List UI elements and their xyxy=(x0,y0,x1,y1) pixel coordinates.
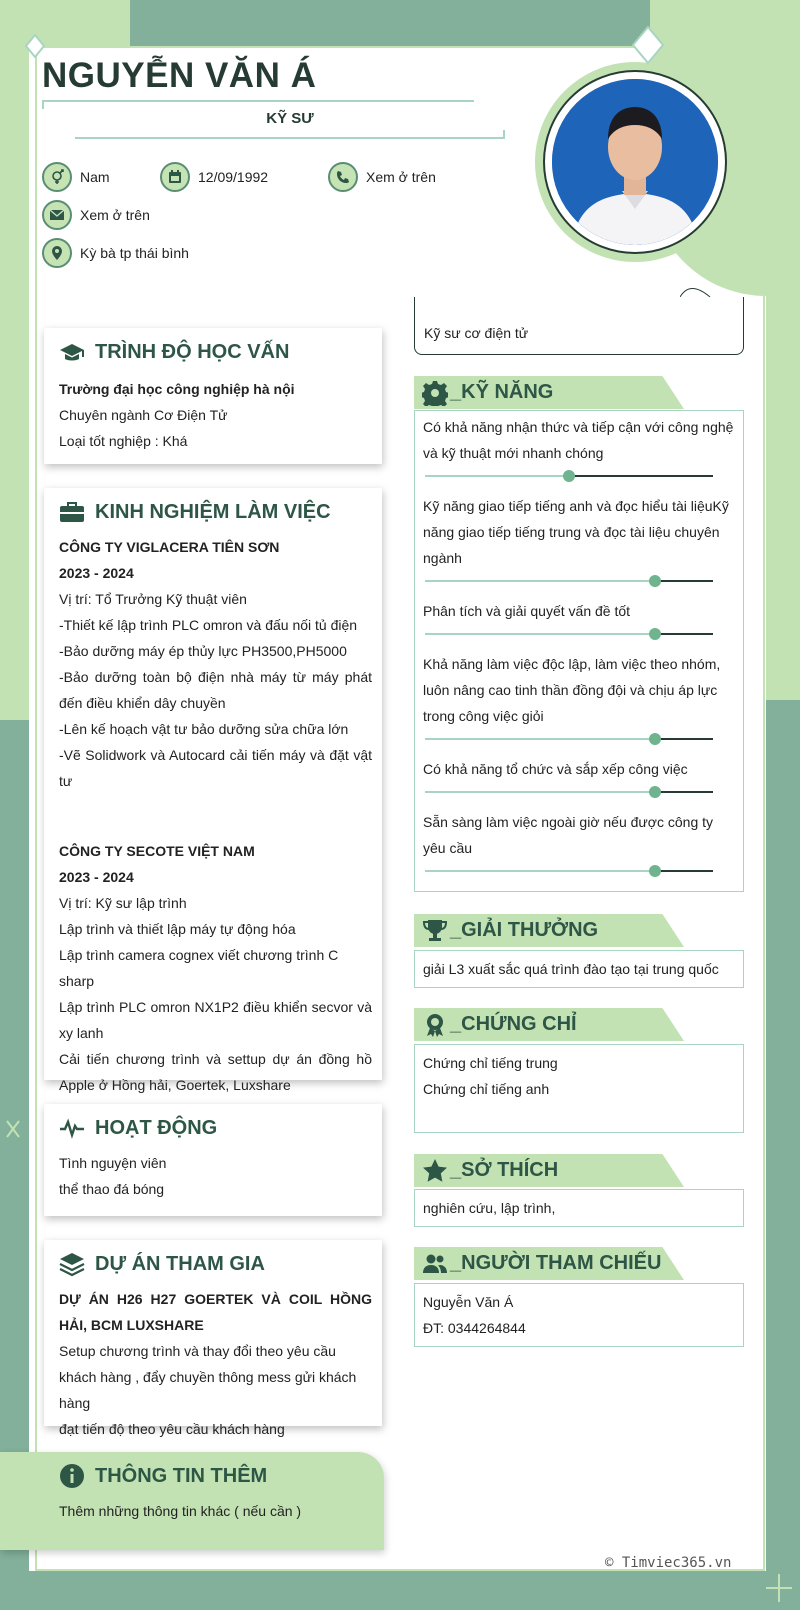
awards-header: _GIẢI THƯỞNG xyxy=(414,914,684,947)
title-underline-tick xyxy=(503,130,505,139)
contact-phone xyxy=(328,162,436,192)
certificates-header: _CHỨNG CHỈ xyxy=(414,1008,684,1041)
skill-bar xyxy=(425,580,713,582)
job-period: 2023 - 2024 xyxy=(59,565,134,581)
job-period: 2023 - 2024 xyxy=(59,869,134,885)
location-icon xyxy=(42,238,72,268)
activity-item: Tình nguyện viên xyxy=(59,1155,167,1171)
skill-text: Phân tích và giải quyết vấn đề tốt xyxy=(423,603,631,619)
pulse-icon xyxy=(59,1115,85,1141)
candidate-name: NGUYỄN VĂN Á xyxy=(42,56,317,95)
skill-bar xyxy=(425,870,713,872)
project-line: Setup chương trình và thay đổi theo yêu cầu khách hàng , đẩy chuyền thông mess gửi khách hàng xyxy=(59,1343,357,1411)
calendar-icon xyxy=(160,162,190,192)
job-line: Vị trí: Kỹ sư lập trình xyxy=(59,895,187,911)
job-title: KỸ SƯ xyxy=(266,110,314,127)
job-company: CÔNG TY VIGLACERA TIÊN SƠN xyxy=(59,539,280,555)
job-line: -Bảo dưỡng toàn bộ điện nhà máy từ máy phát đến điều khiển dây chuyền xyxy=(59,669,372,711)
job-line: -Bảo dưỡng máy ép thủy lực PH3500,PH5000 xyxy=(59,643,347,659)
info-icon xyxy=(59,1463,85,1489)
job-line: -Vẽ Solidwork và Autocard cải tiến máy và đặt vật tư xyxy=(59,747,372,789)
certificate-item: Chứng chỉ tiếng trung xyxy=(423,1055,558,1071)
skill-bar xyxy=(425,791,713,793)
awards-box xyxy=(414,950,744,988)
gender-icon xyxy=(42,162,72,192)
experience-title: KINH NGHIỆM LÀM VIỆC xyxy=(59,494,372,530)
bg-bottom-band xyxy=(0,1571,800,1610)
skill-bar xyxy=(425,633,713,635)
objective-text: Kỹ sư cơ điện tử xyxy=(424,325,529,341)
trophy-icon xyxy=(422,918,448,944)
diamond-decoration-icon xyxy=(631,26,665,64)
name-underline xyxy=(42,100,474,102)
medal-icon xyxy=(422,1012,448,1038)
contact-address xyxy=(42,238,189,268)
skill-bar xyxy=(425,738,713,740)
references-box xyxy=(414,1283,744,1347)
skill-bar xyxy=(425,475,713,477)
address-value: Kỳ bà tp thái bình xyxy=(80,245,189,261)
cross-decoration-icon xyxy=(6,1120,20,1138)
bubble-tail xyxy=(680,284,730,298)
reference-name: Nguyễn Văn Á xyxy=(423,1294,514,1310)
layers-icon xyxy=(59,1251,85,1277)
job-line: Lập trình và thiết lập máy tự động hóa xyxy=(59,921,296,937)
skill-text: Có khả năng tổ chức và sắp xếp công việc xyxy=(423,761,688,777)
activities-title: HOẠT ĐỘNG xyxy=(59,1110,372,1146)
projects-title: DỰ ÁN THAM GIA xyxy=(59,1246,372,1282)
award-text: giải L3 xuất sắc quá trình đào tạo tại trung quốc xyxy=(423,961,719,977)
job-line: -Thiết kế lập trình PLC omron và đấu nối tủ điện xyxy=(59,617,358,633)
skill-text: Có khả năng nhận thức và tiếp cận với công nghệ và kỹ thuật mới nhanh chóng xyxy=(423,419,734,461)
education-major: Chuyên ngành Cơ Điện Tử xyxy=(59,407,228,423)
skills-box xyxy=(414,410,744,892)
project-line: đạt tiến độ theo yêu cầu khách hàng xyxy=(59,1421,285,1437)
education-grade: Loại tốt nghiệp : Khá xyxy=(59,433,188,449)
extra-text: Thêm những thông tin khác ( nếu cần ) xyxy=(59,1503,302,1519)
job-line: Lập trình PLC omron NX1P2 điều khiển secvor và xy lanh xyxy=(59,999,372,1041)
job-line: Cải tiến chương trình và settup dự án đồng hồ Apple ở Hồng hải, Goertek, Luxshare xyxy=(59,1051,372,1093)
skill-text: Khả năng làm việc độc lập, làm việc theo nhóm, luôn nâng cao tinh thần đồng đội và chịu áp lực trong công việc giỏi xyxy=(423,656,721,724)
birthday-value: 12/09/1992 xyxy=(198,169,269,185)
projects-card xyxy=(44,1240,382,1437)
users-icon xyxy=(422,1251,448,1277)
references-header: _NGƯỜI THAM CHIẾU xyxy=(414,1247,684,1280)
extra-title: THÔNG TIN THÊM xyxy=(59,1458,374,1494)
skills-header: _KỸ NĂNG xyxy=(414,376,684,409)
education-school: Trường đại học công nghiệp hà nội xyxy=(59,381,295,397)
education-title: TRÌNH ĐỘ HỌC VẤN xyxy=(59,334,372,370)
mail-icon xyxy=(42,200,72,230)
graduation-cap-icon xyxy=(59,339,85,365)
avatar xyxy=(552,79,718,245)
bg-right-band xyxy=(766,700,800,1610)
contact-gender xyxy=(42,162,110,192)
reference-phone: ĐT: 0344264844 xyxy=(423,1320,526,1336)
experience-card xyxy=(44,488,382,1093)
project-name: DỰ ÁN H26 H27 GOERTEK VÀ COIL HỒNG HẢI, BCM LUXSHARE xyxy=(59,1291,372,1333)
education-card xyxy=(44,328,382,464)
job-line: -Lên kế hoạch vật tư bảo dưỡng sửa chữa lớn xyxy=(59,721,349,737)
job-company: CÔNG TY SECOTE VIỆT NAM xyxy=(59,843,255,859)
person-photo-icon xyxy=(552,79,718,245)
skill-text: Kỹ năng giao tiếp tiếng anh và đọc hiểu tài liệuKỹ năng giao tiếp tiếng trung và đọc tài liệu chuyên ngành xyxy=(423,498,729,566)
email-value: Xem ở trên xyxy=(80,207,150,223)
name-underline-tick xyxy=(42,100,44,109)
certificate-item: Chứng chỉ tiếng anh xyxy=(423,1081,550,1097)
briefcase-icon xyxy=(59,499,85,525)
hobbies-text: nghiên cứu, lập trình, xyxy=(423,1200,556,1216)
plus-decoration-icon xyxy=(766,1574,792,1602)
bg-top-band xyxy=(130,0,650,46)
phone-value: Xem ở trên xyxy=(366,169,436,185)
diamond-decoration-icon xyxy=(24,34,46,58)
certificates-box xyxy=(414,1044,744,1133)
phone-icon xyxy=(328,162,358,192)
contact-birthday xyxy=(160,162,268,192)
hobbies-box xyxy=(414,1189,744,1227)
activity-item: thể thao đá bóng xyxy=(59,1181,165,1197)
job-line: Vị trí: Tổ Trưởng Kỹ thuật viên xyxy=(59,591,247,607)
copyright: © Timviec365.vn xyxy=(605,1555,732,1571)
title-underline xyxy=(75,137,505,139)
star-icon xyxy=(422,1158,448,1184)
activities-card xyxy=(44,1104,382,1216)
extra-card xyxy=(0,1452,384,1550)
gear-icon xyxy=(422,380,448,406)
skill-text: Sẵn sàng làm việc ngoài giờ nếu được công ty yêu cầu xyxy=(423,814,714,856)
hobbies-header: _SỞ THÍCH xyxy=(414,1154,684,1187)
job-line: Lập trình camera cognex viết chương trình C sharp xyxy=(59,947,339,989)
gender-value: Nam xyxy=(80,169,110,185)
contact-email xyxy=(42,200,150,230)
objective-bubble xyxy=(414,297,744,355)
